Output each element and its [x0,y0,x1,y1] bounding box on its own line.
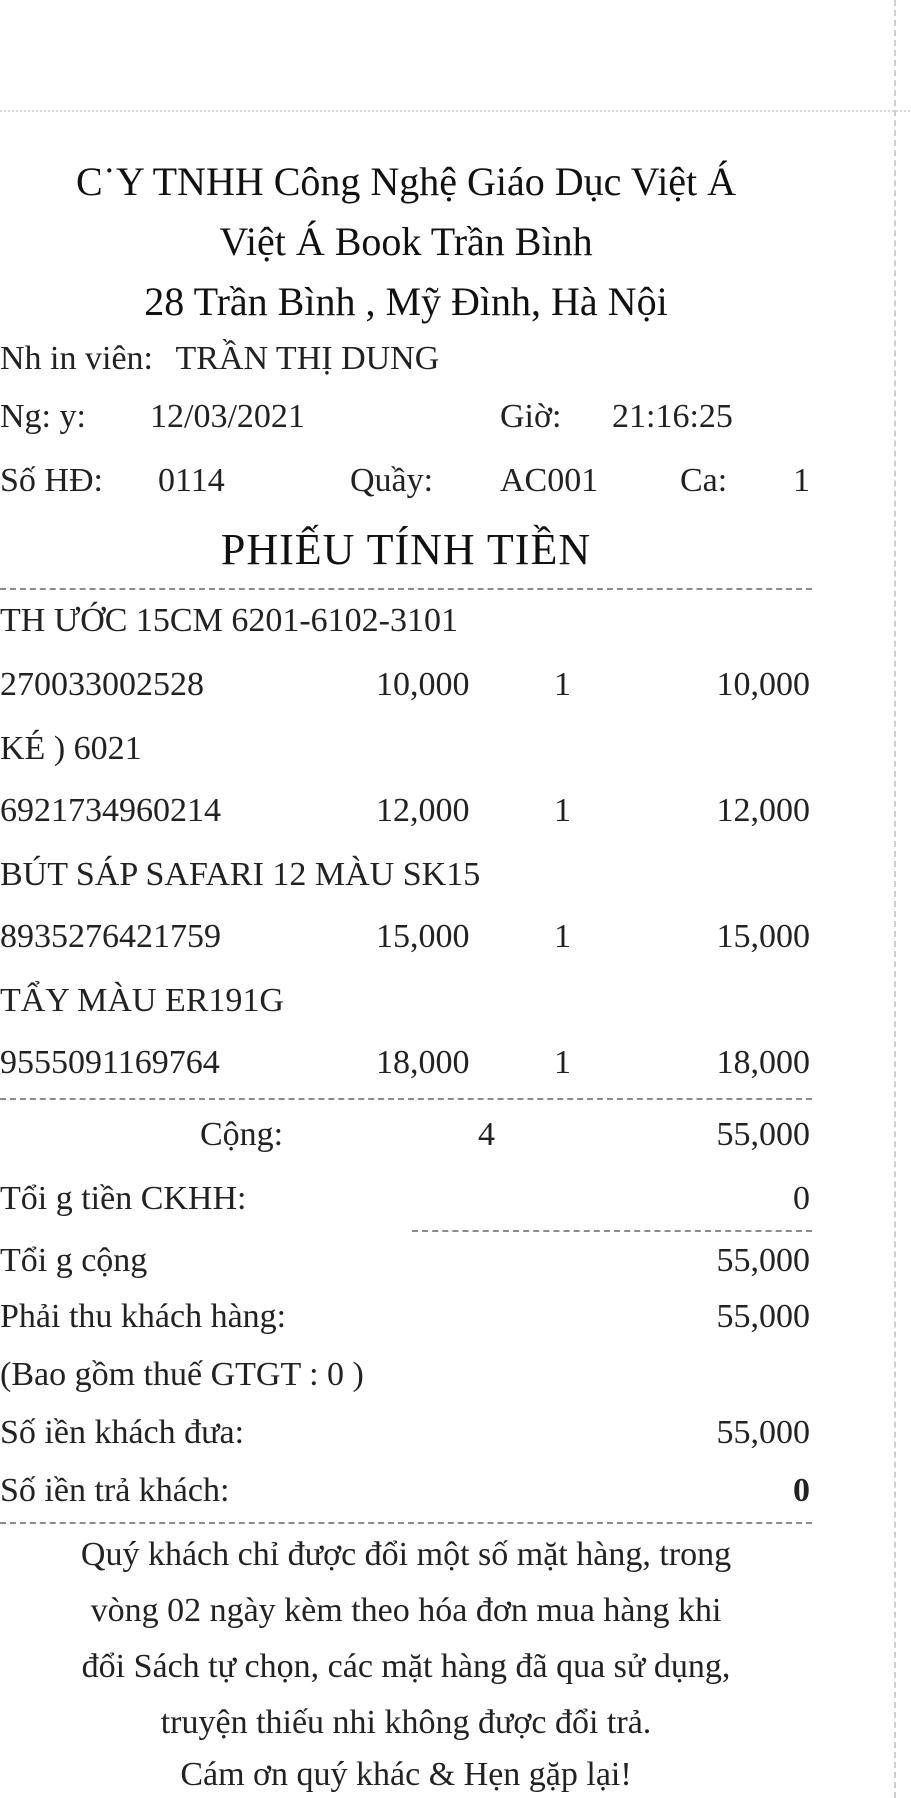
item-name: BÚT SÁP SAFARI 12 MÀU SK15 [0,856,481,893]
top-perforation [0,110,910,114]
counter-label: Quầy: [350,462,434,499]
item-qty: 1 [554,792,571,829]
date-value: 12/03/2021 [150,398,305,435]
store-address: 28 Trần Bình , Mỹ Đình, Hà Nội [144,279,668,324]
vat-note: (Bao gồm thuế GTGT : 0 ) [0,1356,364,1393]
item-price: 15,000 [376,918,470,955]
discount-underline [412,1230,812,1232]
divider [0,1098,812,1100]
grand-total-label: Tổi g cộng [0,1242,148,1279]
item-price: 10,000 [376,666,470,703]
item-qty: 1 [554,666,571,703]
change-label: Số iền trả khách: [0,1472,230,1509]
item-barcode: 8935276421759 [0,918,221,955]
item-qty: 1 [554,1044,571,1081]
counter-value: AC001 [500,462,599,499]
item-total: 12,000 [716,792,810,829]
footer-line: truyện thiếu nhi không được đổi trả. [160,1704,652,1741]
subtotal-qty: 4 [478,1116,495,1153]
discount-amount: 0 [793,1180,810,1217]
footer-line: vòng 02 ngày kèm theo hóa đơn mua hàng khi [90,1592,722,1629]
item-price: 12,000 [376,792,470,829]
invoice-label: Số HĐ: [0,462,103,499]
time-label: Giờ: [500,398,562,435]
receivable-amount: 55,000 [716,1298,810,1335]
company-name: C˙Y TNHH Công Nghệ Giáo Dục Việt Á [75,159,737,204]
store-name: Việt Á Book Trần Bình [219,219,593,264]
paper-edge [894,0,896,1798]
footer-line: đổi Sách tự chọn, các mặt hàng đã qua sử dụng, [81,1648,731,1685]
change-amount: 0 [793,1472,810,1509]
thank-you-line: Cám ơn quý khác & Hẹn gặp lại! [180,1756,632,1793]
invoice-number: 0114 [158,462,225,499]
shift-label: Ca: [680,462,728,499]
receivable-label: Phải thu khách hàng: [0,1298,287,1335]
subtotal-label: Cộng: [200,1116,284,1153]
item-name: TẨY MÀU ER191G [0,982,284,1019]
item-price: 18,000 [376,1044,470,1081]
item-barcode: 9555091169764 [0,1044,220,1081]
shift-value: 1 [793,462,810,499]
item-qty: 1 [554,918,571,955]
receipt-title: PHIẾU TÍNH TIỀN [220,525,592,574]
grand-total-amount: 55,000 [716,1242,810,1279]
paid-amount: 55,000 [716,1414,810,1451]
item-barcode: 6921734960214 [0,792,221,829]
paid-label: Số iền khách đưa: [0,1414,245,1451]
time-value: 21:16:25 [612,398,733,435]
staff-label: Nh in viên: [0,340,153,377]
item-name: TH ƯỚC 15CM 6201-6102-3101 [0,602,458,639]
divider [0,1522,812,1524]
staff-row [0,340,439,378]
item-total: 18,000 [716,1044,810,1081]
divider [0,588,812,590]
item-total: 15,000 [716,918,810,955]
footer-line: Quý khách chỉ được đổi một số mặt hàng, trong [80,1536,732,1573]
staff-name: TRẦN THỊ DUNG [175,340,440,377]
date-label: Ng: y: [0,398,86,435]
discount-label: Tổi g tiền CKHH: [0,1180,247,1217]
item-barcode: 270033002528 [0,666,204,703]
subtotal-amount: 55,000 [716,1116,810,1153]
item-total: 10,000 [716,666,810,703]
item-name: KÉ ) 6021 [0,730,142,767]
